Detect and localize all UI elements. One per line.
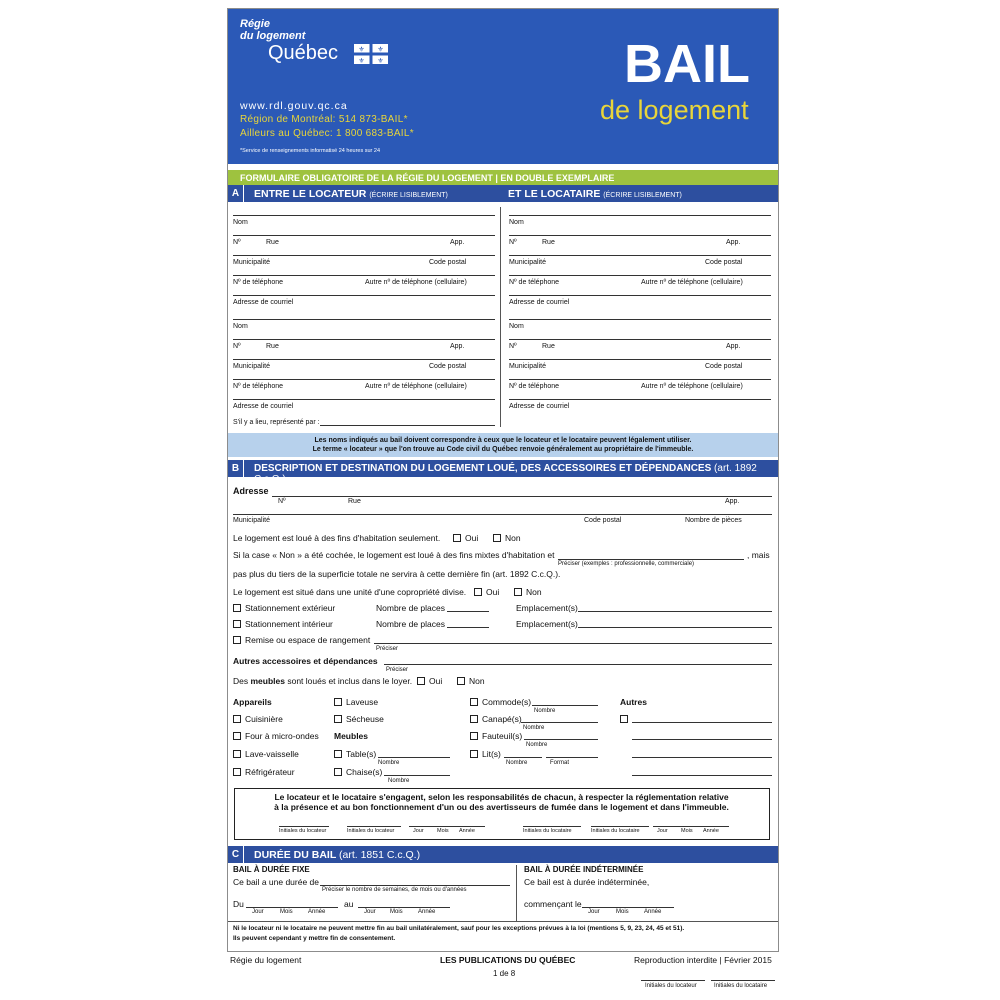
commodes-nombre-label: Nombre <box>534 708 556 714</box>
org-line2: du logement <box>240 30 306 42</box>
nombre-places-int-label: Nombre de places <box>376 619 445 629</box>
smoke-line1: Le locateur et le locataire s'engagent, selon les responsabilités de chacun, à respecter la réglementation relative <box>274 792 729 802</box>
au-jour-label: Jour <box>364 909 376 915</box>
du-label: Du <box>233 899 244 909</box>
canapes-label: Canapé(s) <box>482 714 522 724</box>
adresse-rue-label: Rue <box>348 498 361 505</box>
autres-line-2[interactable] <box>632 739 772 740</box>
mixte-text: Si la case « Non » a été cochée, le logement est loué à des fins mixtes d'habitation et <box>233 550 555 560</box>
section-a-title-right: ET LE LOCATAIRE (ÉCRIRE LISIBLEMENT) <box>508 188 682 200</box>
phone-elsewhere: Ailleurs au Québec: 1 800 683-BAIL* <box>240 128 414 139</box>
commodes-label: Commode(s) <box>482 697 532 707</box>
smoke-annee-label-2: Année <box>703 828 719 834</box>
fauteuils-nombre-label: Nombre <box>526 742 548 748</box>
locataire-nom-label: Nom <box>509 219 524 226</box>
habitation-non-label: Non <box>505 533 521 543</box>
mixte-line[interactable] <box>558 559 744 560</box>
habitation-oui-label: Oui <box>465 533 479 543</box>
meubles-heading: Meubles <box>334 731 369 741</box>
du-date-line[interactable] <box>246 907 338 908</box>
locateur2-code-postal-label: Code postal <box>429 363 467 370</box>
title-de-logement: de logement <box>600 95 749 125</box>
smoke-initiales-locataire-label: Initiales du locataire <box>523 828 572 834</box>
represente-par-line[interactable] <box>320 425 495 426</box>
locateur-courriel-label: Adresse de courriel <box>233 299 294 306</box>
locateur2-courriel-line[interactable] <box>233 399 495 400</box>
locataire2-telephone-label: Nº de téléphone <box>509 383 560 390</box>
locataire-courriel-label: Adresse de courriel <box>509 299 570 306</box>
remise-line[interactable] <box>374 643 772 644</box>
locataire2-telephone-line[interactable] <box>509 379 771 380</box>
footer-page-number: 1 de 8 <box>493 969 516 978</box>
meubles-oui-checkbox[interactable] <box>417 677 425 685</box>
section-a-divider <box>500 207 501 427</box>
autres-accessoires-line[interactable] <box>384 664 772 665</box>
habitation-non-checkbox[interactable] <box>493 534 501 542</box>
info-line1: Les noms indiqués au bail doivent correspondre à ceux que le locateur et le locataire peuvent légalement utiliser. <box>314 437 692 444</box>
smoke-jour-label-2: Jour <box>657 828 668 834</box>
service-note: *Service de renseignements informatisé 24 heures sur 24 <box>240 148 381 154</box>
tiers-text: pas plus du tiers de la superficie totale ne servira à cette dernière fin (art. 1892 C.c.Q.). <box>233 569 561 579</box>
title-bail: BAIL <box>624 34 750 94</box>
locataire2-rue-label: Rue <box>542 343 555 350</box>
lease-form-page <box>227 8 779 952</box>
stationnement-int-label: Stationnement intérieur <box>245 619 333 629</box>
municipalite-label: Municipalité <box>233 517 270 524</box>
represente-par-label: S'il y a lieu, représenté par : <box>233 419 320 426</box>
locataire2-cellulaire-label: Autre nº de téléphone (cellulaire) <box>641 383 743 390</box>
locateur-rue-line[interactable] <box>233 235 495 236</box>
section-c-notes-divider <box>228 921 778 922</box>
fauteuils-checkbox[interactable] <box>470 732 478 740</box>
smoke-initiales-locateur-label: Initiales du locateur <box>279 828 327 834</box>
smoke-date-locateur-line[interactable] <box>409 826 485 827</box>
locateur2-telephone-line[interactable] <box>233 379 495 380</box>
copropriete-oui-checkbox[interactable] <box>474 588 482 596</box>
locataire2-municipalite-line[interactable] <box>509 359 771 360</box>
commencant-annee-label: Année <box>644 909 662 915</box>
emplacements-int-line[interactable] <box>578 627 772 628</box>
smoke-annee-label: Année <box>459 828 475 834</box>
chaises-label: Chaise(s) <box>346 767 383 777</box>
locataire-cellulaire-label: Autre nº de téléphone (cellulaire) <box>641 279 743 286</box>
copropriete-text: Le logement est situé dans une unité d'une copropriété divise. <box>233 587 467 597</box>
smoke-initiales-locateur-label-2: Initiales du locateur <box>347 828 395 834</box>
adresse-label: Adresse <box>233 486 269 496</box>
nombre-pieces-label: Nombre de pièces <box>685 517 742 524</box>
locataire-rue-line[interactable] <box>509 235 771 236</box>
smoke-detector-box <box>234 788 770 840</box>
footer-initiales-locataire-line[interactable] <box>711 980 775 981</box>
stationnement-ext-label: Stationnement extérieur <box>245 603 336 613</box>
lave-vaisselle-checkbox[interactable] <box>233 750 241 758</box>
website: www.rdl.gouv.qc.ca <box>240 100 348 112</box>
lits-format-line[interactable] <box>546 757 598 758</box>
locateur2-nom-label: Nom <box>233 323 248 330</box>
meubles-non-checkbox[interactable] <box>457 677 465 685</box>
smoke-mois-label-2: Mois <box>681 828 693 834</box>
locateur-no-label: Nº <box>233 239 241 246</box>
section-a-bar <box>228 185 778 202</box>
section-c-letter: C <box>228 846 244 863</box>
locateur2-app-label: App. <box>450 343 465 350</box>
habitation-text: Le logement est loué à des fins d'habitation seulement. <box>233 533 441 543</box>
footer-initiales-locataire-label: Initiales du locataire <box>714 983 768 989</box>
locataire-municipalite-label: Municipalité <box>509 259 546 266</box>
locateur2-rue-line[interactable] <box>233 339 495 340</box>
copropriete-oui-label: Oui <box>486 587 500 597</box>
emplacements-ext-label: Emplacement(s) <box>516 603 578 613</box>
chaises-checkbox[interactable] <box>334 768 342 776</box>
tables-nombre-label: Nombre <box>378 760 400 766</box>
mandatory-form-text: FORMULAIRE OBLIGATOIRE DE LA RÉGIE DU LOGEMENT | EN DOUBLE EXEMPLAIRE <box>240 173 615 183</box>
section-c-divider <box>516 865 517 921</box>
fixe-duree-line[interactable] <box>320 885 510 886</box>
locateur-municipalite-label: Municipalité <box>233 259 270 266</box>
locataire-app-label: App. <box>726 239 741 246</box>
laveuse-checkbox[interactable] <box>334 698 342 706</box>
locataire-telephone-label: Nº de téléphone <box>509 279 560 286</box>
footer-initiales-locateur-line[interactable] <box>641 980 705 981</box>
lits-format-label: Format <box>550 760 570 766</box>
chaises-line[interactable] <box>384 775 450 776</box>
locataire2-municipalite-label: Municipalité <box>509 363 546 370</box>
four-label: Four à micro-ondes <box>245 731 319 741</box>
org-quebec: Québec <box>268 42 339 64</box>
locateur2-cellulaire-label: Autre nº de téléphone (cellulaire) <box>365 383 467 390</box>
municipalite-line[interactable] <box>233 514 772 515</box>
canapes-checkbox[interactable] <box>470 715 478 723</box>
locataire2-code-postal-label: Code postal <box>705 363 743 370</box>
lits-label: Lit(s) <box>482 749 501 759</box>
preciser-exemples-label: Préciser (exemples : professionnelle, commerciale) <box>558 561 695 567</box>
section-a-letter: A <box>228 185 244 202</box>
commodes-checkbox[interactable] <box>470 698 478 706</box>
locateur2-nom-line[interactable] <box>233 319 495 320</box>
section-b-title: DESCRIPTION ET DESTINATION DU LOGEMENT LOUÉ, DES ACCESSOIRES ET DÉPENDANCES (art. 1892 C.c.Q.) <box>254 463 757 485</box>
nombre-places-ext-line[interactable] <box>447 611 489 612</box>
locataire2-nom-line[interactable] <box>509 319 771 320</box>
indet-title: BAIL À DURÉE INDÉTERMINÉE <box>524 865 644 874</box>
fauteuils-line[interactable] <box>524 739 598 740</box>
locataire2-app-label: App. <box>726 343 741 350</box>
locateur2-courriel-label: Adresse de courriel <box>233 403 294 410</box>
adresse-no-label: Nº <box>278 498 286 505</box>
lits-nombre-label: Nombre <box>506 760 528 766</box>
locataire2-courriel-line[interactable] <box>509 399 771 400</box>
tables-label: Table(s) <box>346 749 377 759</box>
svg-text:⚜: ⚜ <box>358 58 365 64</box>
locateur2-telephone-label: Nº de téléphone <box>233 383 284 390</box>
locataire-telephone-line[interactable] <box>509 275 771 276</box>
smoke-date-locataire-line[interactable] <box>653 826 729 827</box>
section-c-note1: Ni le locateur ni le locataire ne peuvent mettre fin au bail unilatéralement, sauf pour les exceptions prévues à la loi (mentions 5, 9, 23, 24, 45 et 51). <box>233 925 685 932</box>
locateur-nom-label: Nom <box>233 219 248 226</box>
copropriete-non-checkbox[interactable] <box>514 588 522 596</box>
fixe-title: BAIL À DURÉE FIXE <box>233 865 310 874</box>
locateur-cellulaire-label: Autre nº de téléphone (cellulaire) <box>365 279 467 286</box>
smoke-mois-label: Mois <box>437 828 449 834</box>
locateur-municipalite-line[interactable] <box>233 255 495 256</box>
autres-checkbox[interactable] <box>620 715 628 723</box>
locataire-nom-line[interactable] <box>509 215 771 216</box>
autres-line-3[interactable] <box>632 757 772 758</box>
section-c-bar <box>228 846 778 863</box>
tables-checkbox[interactable] <box>334 750 342 758</box>
locateur2-rue-label: Rue <box>266 343 279 350</box>
emplacements-ext-line[interactable] <box>578 611 772 612</box>
svg-text:⚜: ⚜ <box>377 46 384 54</box>
au-annee-label: Année <box>418 909 436 915</box>
locataire-code-postal-label: Code postal <box>705 259 743 266</box>
phone-montreal: Région de Montréal: 514 873-BAIL* <box>240 114 408 125</box>
autres-line-4[interactable] <box>632 775 772 776</box>
section-b-bar <box>228 460 778 485</box>
appareils-heading: Appareils <box>233 697 272 707</box>
locataire2-courriel-label: Adresse de courriel <box>509 403 570 410</box>
copropriete-non-label: Non <box>526 587 542 597</box>
commodes-line[interactable] <box>532 705 598 706</box>
canapes-line[interactable] <box>521 722 598 723</box>
commencant-label: commençant le <box>524 899 582 909</box>
au-date-line[interactable] <box>358 907 450 908</box>
meubles-non-label: Non <box>469 676 485 686</box>
footer-right: Reproduction interdite | Février 2015 <box>634 955 772 965</box>
section-c-title: DURÉE DU BAIL (art. 1851 C.c.Q.) <box>254 849 421 861</box>
du-mois-label: Mois <box>280 909 293 915</box>
canapes-nombre-label: Nombre <box>523 725 545 731</box>
locataire-courriel-line[interactable] <box>509 295 771 296</box>
secheuse-label: Sécheuse <box>346 714 384 724</box>
stationnement-ext-checkbox[interactable] <box>233 604 241 612</box>
locateur-telephone-line[interactable] <box>233 275 495 276</box>
nombre-places-ext-label: Nombre de places <box>376 603 445 613</box>
svg-text:⚜: ⚜ <box>358 46 365 54</box>
locateur2-municipalite-label: Municipalité <box>233 363 270 370</box>
names-info-band <box>228 433 778 457</box>
org-line1: Régie <box>240 18 270 30</box>
fixe-text: Ce bail a une durée de <box>233 877 320 887</box>
smoke-initiales-locateur-line[interactable] <box>279 826 329 827</box>
lits-checkbox[interactable] <box>470 750 478 758</box>
tables-line[interactable] <box>378 757 450 758</box>
commencant-date-line[interactable] <box>582 907 674 908</box>
du-jour-label: Jour <box>252 909 264 915</box>
locateur-code-postal-label: Code postal <box>429 259 467 266</box>
smoke-jour-label: Jour <box>413 828 424 834</box>
autres-line-1[interactable] <box>632 722 772 723</box>
autres-preciser-label: Préciser <box>386 667 409 673</box>
smoke-initiales-locataire-line-2[interactable] <box>591 826 649 827</box>
four-checkbox[interactable] <box>233 732 241 740</box>
footer-left: Régie du logement <box>230 955 302 965</box>
locateur-nom-line[interactable] <box>233 215 495 216</box>
remise-checkbox[interactable] <box>233 636 241 644</box>
svg-text:⚜: ⚜ <box>377 58 384 64</box>
nombre-places-int-line[interactable] <box>447 627 489 628</box>
meubles-text: Des meubles sont loués et inclus dans le loyer. <box>233 676 413 686</box>
locateur2-municipalite-line[interactable] <box>233 359 495 360</box>
section-b-letter: B <box>228 460 244 477</box>
footer-initiales-locateur-label: Initiales du locateur <box>645 983 697 989</box>
locataire2-rue-line[interactable] <box>509 339 771 340</box>
header-banner <box>228 9 778 164</box>
commencant-mois-label: Mois <box>616 909 629 915</box>
locateur-rue-label: Rue <box>266 239 279 246</box>
stationnement-int-checkbox[interactable] <box>233 620 241 628</box>
smoke-initiales-locateur-line-2[interactable] <box>347 826 401 827</box>
smoke-initiales-locataire-label-2: Initiales du locataire <box>591 828 640 834</box>
remise-preciser-label: Préciser <box>376 646 399 652</box>
section-a-title-left: ENTRE LE LOCATEUR (ÉCRIRE LISIBLEMENT) <box>254 188 448 200</box>
lits-nombre-line[interactable] <box>504 757 542 758</box>
au-label: au <box>344 899 354 909</box>
indet-text: Ce bail est à durée indéterminée, <box>524 877 650 887</box>
cuisiniere-label: Cuisinière <box>245 714 283 724</box>
refrigerateur-checkbox[interactable] <box>233 768 241 776</box>
locateur2-no-label: Nº <box>233 343 241 350</box>
info-line2: Le terme « locateur » que l'on trouve au Code civil du Québec renvoie généralement au propriétaire de l'immeuble. <box>312 446 694 453</box>
locataire2-no-label: Nº <box>509 343 517 350</box>
adresse-app-label: App. <box>725 498 740 505</box>
locateur-telephone-label: Nº de téléphone <box>233 279 284 286</box>
smoke-line2: à la présence et au bon fonctionnement d'un ou des avertisseurs de fumée dans le logement et dans l'immeuble. <box>274 802 729 812</box>
smoke-initiales-locataire-line[interactable] <box>523 826 581 827</box>
autres-heading: Autres <box>620 697 647 707</box>
laveuse-label: Laveuse <box>346 697 379 707</box>
locateur-app-label: App. <box>450 239 465 246</box>
locataire2-nom-label: Nom <box>509 323 524 330</box>
chaises-nombre-label: Nombre <box>388 778 410 784</box>
refrigerateur-label: Réfrigérateur <box>245 767 295 777</box>
mandatory-form-bar <box>228 170 778 186</box>
locataire-no-label: Nº <box>509 239 517 246</box>
adresse-line[interactable] <box>272 496 772 497</box>
section-c-note2: Ils peuvent cependant y mettre fin de consentement. <box>233 935 396 942</box>
code-postal-label: Code postal <box>584 517 622 524</box>
habitation-oui-checkbox[interactable] <box>453 534 461 542</box>
locataire-rue-label: Rue <box>542 239 555 246</box>
au-mois-label: Mois <box>390 909 403 915</box>
fixe-preciser-label: Préciser le nombre de semaines, de mois ou d'années <box>322 887 467 893</box>
locataire-municipalite-line[interactable] <box>509 255 771 256</box>
fauteuils-label: Fauteuil(s) <box>482 731 523 741</box>
du-annee-label: Année <box>308 909 326 915</box>
locateur-courriel-line[interactable] <box>233 295 495 296</box>
cuisiniere-checkbox[interactable] <box>233 715 241 723</box>
secheuse-checkbox[interactable] <box>334 715 342 723</box>
footer-center: LES PUBLICATIONS DU QUÉBEC <box>440 955 576 965</box>
autres-accessoires-label: Autres accessoires et dépendances <box>233 656 378 666</box>
emplacements-int-label: Emplacement(s) <box>516 619 578 629</box>
commencant-jour-label: Jour <box>588 909 600 915</box>
remise-label: Remise ou espace de rangement <box>245 635 371 645</box>
fleur-de-lis-flag-icon <box>354 44 388 69</box>
lave-vaisselle-label: Lave-vaisselle <box>245 749 299 759</box>
meubles-oui-label: Oui <box>429 676 443 686</box>
mixte-suffix: , mais <box>747 550 770 560</box>
